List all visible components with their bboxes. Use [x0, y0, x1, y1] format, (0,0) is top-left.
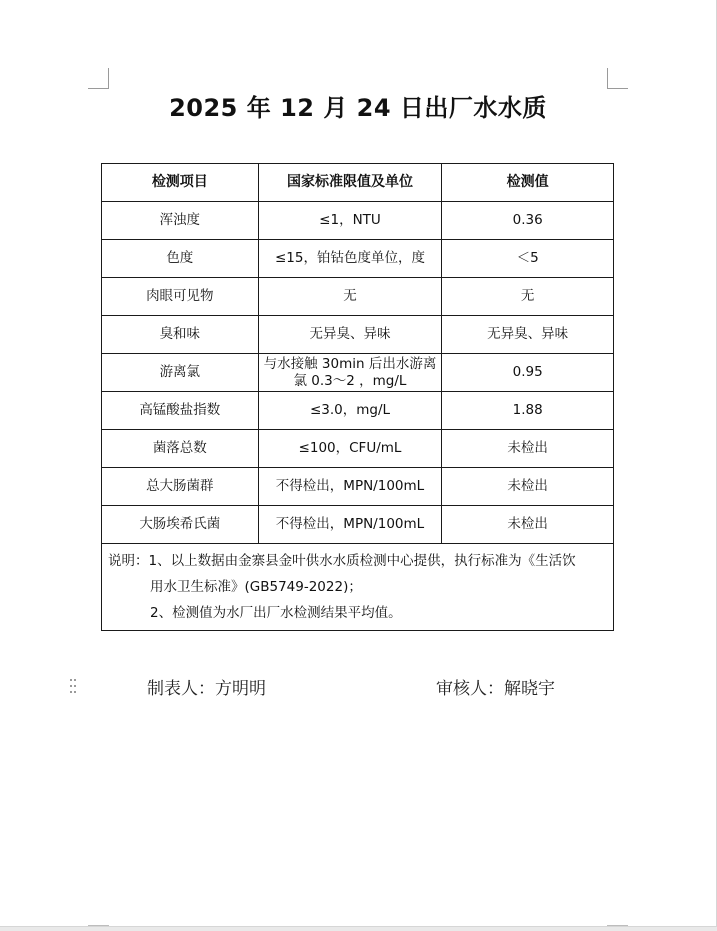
cell-value: 0.36 [442, 202, 614, 240]
cell-value: 未检出 [442, 468, 614, 506]
cell-item: 浑浊度 [102, 202, 259, 240]
document-title: 2025 年 12 月 24 日出厂水水质 [169, 94, 547, 122]
table-row [102, 430, 614, 468]
crop-mark-bottom-left [88, 925, 109, 926]
table-row [102, 392, 614, 430]
table-row [102, 468, 614, 506]
water-quality-table [101, 163, 614, 631]
table-row [102, 316, 614, 354]
cell-value: ＜5 [442, 240, 614, 278]
cell-limit: 不得检出，MPN/100mL [258, 506, 442, 544]
cell-item: 菌落总数 [102, 430, 259, 468]
cell-item: 肉眼可见物 [102, 278, 259, 316]
header-item: 检测项目 [102, 164, 259, 202]
note-line-1: 说明：1、以上数据由金寨县金叶供水水质检测中心提供，执行标准为《生活饮 [108, 553, 576, 569]
cell-limit: 无 [258, 278, 442, 316]
cell-value: 无 [442, 278, 614, 316]
cell-limit: ≤3.0，mg/L [258, 392, 442, 430]
cell-limit: ≤15，铂钴色度单位，度 [258, 240, 442, 278]
cell-value: 0.95 [442, 354, 614, 392]
header-limit: 国家标准限值及单位 [258, 164, 442, 202]
table-row [102, 240, 614, 278]
cell-value: 无异臭、异味 [442, 316, 614, 354]
cell-value: 1.88 [442, 392, 614, 430]
cell-item: 游离氯 [102, 354, 259, 392]
cell-limit: 无异臭、异味 [258, 316, 442, 354]
cell-limit-line2: 氯 0.3～2 ，mg/L [293, 372, 407, 389]
cell-value: 未检出 [442, 430, 614, 468]
table-row [102, 202, 614, 240]
table-note-row [102, 544, 614, 631]
cell-limit-line1: 与水接触 30min 后出水游离 [263, 355, 437, 372]
table-note [102, 544, 614, 631]
cell-item: 色度 [102, 240, 259, 278]
table-maker-signature: 制表人：方明明 [147, 679, 266, 699]
reviewer-signature: 审核人：解晓宇 [436, 679, 555, 699]
table-row [102, 278, 614, 316]
cell-item: 大肠埃希氏菌 [102, 506, 259, 544]
cell-item: 总大肠菌群 [102, 468, 259, 506]
crop-mark-top-left [88, 68, 109, 89]
cell-limit: ≤100，CFU/mL [258, 430, 442, 468]
cell-value: 未检出 [442, 506, 614, 544]
crop-mark-bottom-right [607, 925, 628, 926]
table-row [102, 354, 614, 392]
table-row [102, 506, 614, 544]
table-header-row [102, 164, 614, 202]
note-line-3: 2、检测值为水厂出厂水检测结果平均值。 [150, 605, 402, 621]
cell-limit: ≤1，NTU [258, 202, 442, 240]
drag-handle-icon[interactable] [69, 676, 79, 692]
cell-item: 高锰酸盐指数 [102, 392, 259, 430]
crop-mark-top-right [607, 68, 628, 89]
cell-limit [258, 354, 442, 392]
cell-limit: 不得检出，MPN/100mL [258, 468, 442, 506]
header-value: 检测值 [442, 164, 614, 202]
note-line-2: 用水卫生标准》(GB5749-2022)； [150, 579, 362, 595]
cell-item: 臭和味 [102, 316, 259, 354]
